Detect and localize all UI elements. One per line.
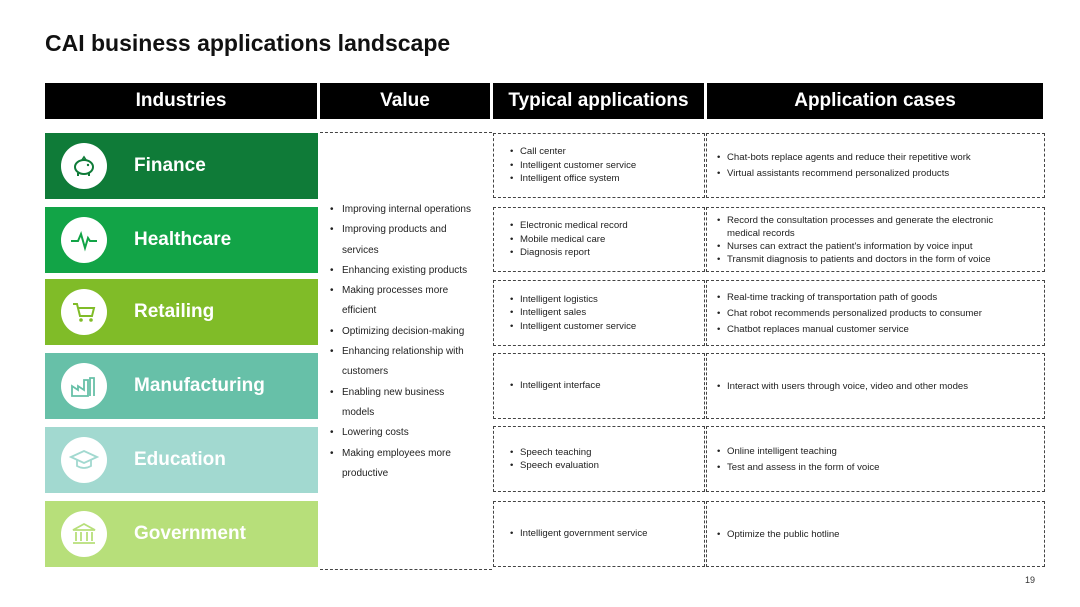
list-item: • Making processes more efficient [328, 281, 478, 322]
industry-label: Retailing [134, 301, 215, 322]
list-item: • Chat robot recommends personalized products to consumer [713, 307, 982, 320]
piggy-bank-icon [61, 143, 107, 189]
list-item: • Virtual assistants recommend personalized products [713, 167, 971, 180]
list-item: • Call center [506, 145, 636, 158]
header-applications: Typical applications [493, 83, 704, 119]
list-item: • Enhancing existing products [328, 261, 478, 281]
industry-label: Healthcare [134, 229, 232, 250]
list-item: • Improving internal operations [328, 200, 478, 220]
list-item: • Intelligent sales [506, 306, 636, 319]
list-item: • Making employees more productive [328, 444, 478, 485]
list-item: • Chat-bots replace agents and reduce their repetitive work [713, 151, 971, 164]
list-item: • Intelligent logistics [506, 293, 636, 306]
industry-label: Government [134, 523, 246, 544]
list-item: • Electronic medical record [506, 219, 628, 232]
industry-healthcare [45, 207, 318, 273]
factory-icon [61, 363, 107, 409]
list-item: • Mobile medical care [506, 233, 628, 246]
applications-government [493, 501, 705, 567]
applications-healthcare [493, 207, 705, 272]
cases-manufacturing [706, 353, 1045, 419]
list-item: • Intelligent customer service [506, 159, 636, 172]
cases-finance [706, 133, 1045, 198]
list-item: • Diagnosis report [506, 246, 628, 259]
applications-finance [493, 133, 705, 198]
cases-retailing [706, 280, 1045, 346]
list-item: • Intelligent interface [506, 379, 601, 392]
list-item: • Real-time tracking of transportation path of goods [713, 291, 982, 304]
government-building-icon [61, 511, 107, 557]
industry-education [45, 427, 318, 493]
list-item: • Test and assess in the form of voice [713, 461, 880, 474]
applications-education [493, 426, 705, 492]
list-item: • Record the consultation processes and generate the electronic medical records [713, 214, 1013, 240]
list-item: • Intelligent government service [506, 527, 647, 540]
industry-retailing [45, 279, 318, 345]
list-item: • Speech evaluation [506, 459, 599, 472]
graduation-cap-icon [61, 437, 107, 483]
value-list [328, 200, 478, 484]
list-item: • Optimizing decision-making [328, 322, 478, 342]
header-cases: Application cases [707, 83, 1043, 119]
page-title: CAI business applications landscape [45, 30, 451, 56]
list-item: • Transmit diagnosis to patients and doctors in the form of voice [713, 253, 1013, 266]
list-item: • Improving products and services [328, 220, 478, 261]
header-industries: Industries [45, 83, 317, 119]
list-item: • Enabling new business models [328, 383, 478, 424]
list-item: • Lowering costs [328, 423, 478, 443]
list-item: • Interact with users through voice, video and other modes [713, 380, 968, 393]
cases-healthcare [706, 207, 1045, 272]
industry-manufacturing [45, 353, 318, 419]
list-item: • Intelligent office system [506, 172, 636, 185]
page-number: 19 [1024, 575, 1035, 585]
list-item: • Enhancing relationship with customers [328, 342, 478, 383]
cases-education [706, 426, 1045, 492]
list-item: • Speech teaching [506, 446, 599, 459]
shopping-cart-icon [61, 289, 107, 335]
list-item: • Optimize the public hotline [713, 528, 840, 541]
list-item: • Online intelligent teaching [713, 445, 880, 458]
industry-finance [45, 133, 318, 199]
industry-label: Manufacturing [134, 375, 265, 396]
list-item: • Chatbot replaces manual customer service [713, 323, 982, 336]
heartbeat-icon [61, 217, 107, 263]
industry-label: Education [134, 449, 226, 470]
list-item: • Nurses can extract the patient's information by voice input [713, 240, 1013, 253]
industry-government [45, 501, 318, 567]
applications-manufacturing [493, 353, 705, 419]
applications-retailing [493, 280, 705, 346]
list-item: • Intelligent customer service [506, 320, 636, 333]
header-value: Value [320, 83, 490, 119]
industry-label: Finance [134, 155, 206, 176]
cases-government [706, 501, 1045, 567]
